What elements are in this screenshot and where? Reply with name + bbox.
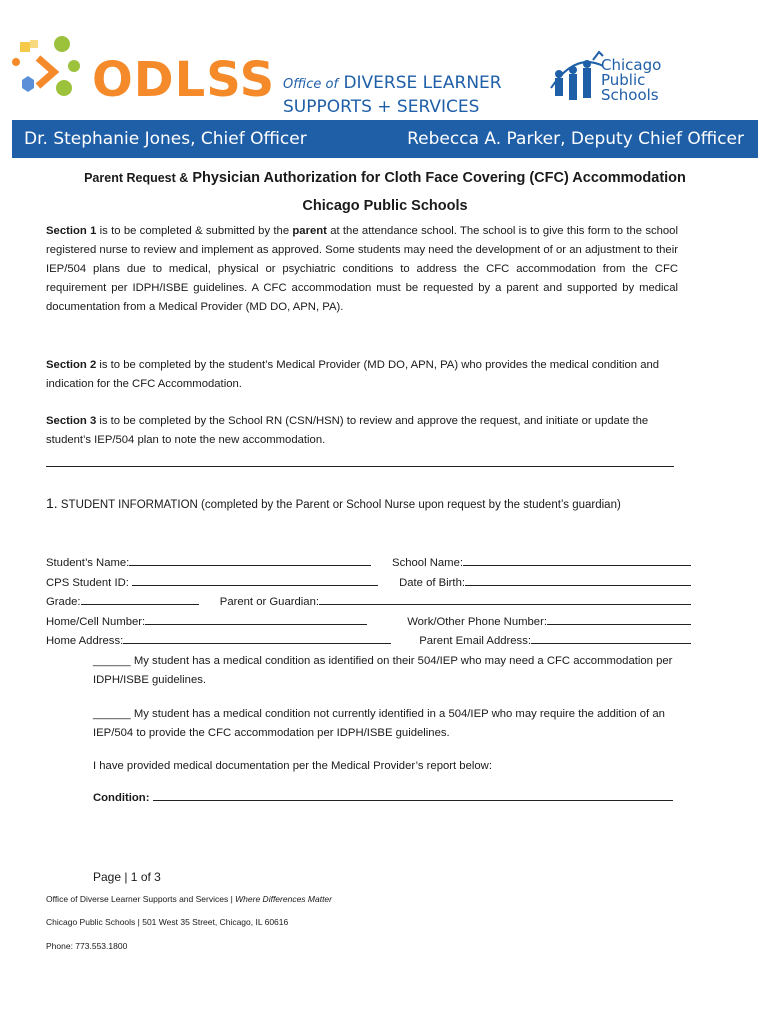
office-name: Office of DIVERSE LEARNER SUPPORTS + SERVICES xyxy=(283,73,502,117)
option-existing-504-iep[interactable]: ______ My student has a medical condition as identified on their 504/IEP who may need a CFC accommodation per IDPH/ISBE guidelines. xyxy=(93,655,673,686)
student-info-heading: 1. STUDENT INFORMATION (completed by the Parent or School Nurse upon request by the student’s guardian) xyxy=(46,495,621,511)
student-info-fields xyxy=(46,553,691,651)
work-phone-label: Work/Other Phone Number: xyxy=(407,615,547,628)
page-footer xyxy=(46,870,646,951)
page-number: Page | 1 of 3 xyxy=(93,870,161,884)
section-3-instructions: Section 3 is to be completed by the School RN (CSN/HSN) to review and approve the request, and initiate or update the student’s IEP/504 plan to note the new accommodation. xyxy=(46,415,649,446)
grade-field[interactable] xyxy=(81,592,199,605)
home-phone-field[interactable] xyxy=(145,612,367,625)
medical-documentation-statement: I have provided medical documentation per the Medical Provider’s report below: xyxy=(93,760,492,772)
dob-field[interactable] xyxy=(465,573,691,586)
option-new-504-iep[interactable]: ______ My student has a medical condition not currently identified in a 504/IEP who may require the addition of an IEP/504 to provide the CFC accommodation per IDPH/ISBE guidelines. xyxy=(93,708,665,739)
form-title: Parent Request & Physician Authorization for Cloth Face Covering (CFC) Accommodation xyxy=(84,170,686,186)
email-label: Parent Email Address: xyxy=(419,635,531,647)
guardian-field[interactable] xyxy=(319,592,691,605)
school-name-label: School Name: xyxy=(392,557,463,569)
cps-id-label: CPS Student ID: xyxy=(46,576,133,589)
email-field[interactable] xyxy=(531,631,691,644)
work-phone-field[interactable] xyxy=(547,612,691,625)
condition-row xyxy=(93,788,673,808)
cps-logo-icon xyxy=(545,48,605,108)
student-name-field[interactable] xyxy=(129,553,371,566)
address-field[interactable] xyxy=(123,631,391,644)
officers-banner xyxy=(12,120,758,158)
cps-wordmark: Chicago Public Schools xyxy=(601,56,662,104)
dob-label: Date of Birth: xyxy=(399,576,465,589)
school-name-field[interactable] xyxy=(463,553,691,566)
home-phone-label: Home/Cell Number: xyxy=(46,615,146,628)
letterhead xyxy=(0,0,770,120)
footer-address: Chicago Public Schools | 501 West 35 Street, Chicago, IL 60616 xyxy=(46,917,289,927)
condition-field[interactable] xyxy=(153,788,673,801)
footer-office: Office of Diverse Learner Supports and Services | Where Differences Matter xyxy=(46,894,332,904)
deputy-chief-officer: Rebecca A. Parker, Deputy Chief Officer xyxy=(407,129,744,149)
section-1-instructions: Section 1 is to be completed & submitted by the parent at the attendance school. The school is to give this form to the school registered nurse to review and implement as approved. Some students may need the development of or an adjustment to their IEP/504 plans due to medical, physical or psychiatric conditions to address the CFC accommodation from the CFC requirement per IDPH/ISBE guidelines. A CFC accommodation must be requested by a parent and supported by medical documentation from a Medical Provider (MD DO, APN, PA). xyxy=(46,225,678,313)
address-label: Home Address: xyxy=(46,635,124,647)
cps-id-field[interactable] xyxy=(132,573,378,586)
form-subtitle: Chicago Public Schools xyxy=(302,198,468,214)
section-2-instructions: Section 2 is to be completed by the student’s Medical Provider (MD DO, APN, PA) who provides the medical condition and indication for the CFC Accommodation. xyxy=(46,359,660,390)
condition-label: Condition: xyxy=(93,792,150,804)
guardian-label: Parent or Guardian: xyxy=(219,596,319,608)
student-name-label: Student’s Name: xyxy=(46,557,130,569)
footer-phone: Phone: 773.553.1800 xyxy=(46,941,128,951)
odlss-dots-logo-icon xyxy=(12,36,82,106)
grade-label: Grade: xyxy=(46,596,81,608)
odlss-wordmark: ODLSS xyxy=(92,52,276,108)
chief-officer: Dr. Stephanie Jones, Chief Officer xyxy=(24,129,307,149)
section-divider xyxy=(46,466,674,467)
